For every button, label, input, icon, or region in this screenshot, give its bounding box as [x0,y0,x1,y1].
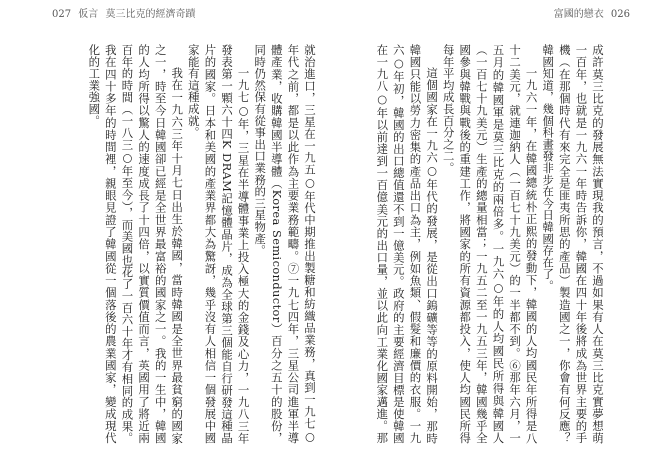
right-page-header [550,0,630,30]
right-paragraph: 一九六一年，在韓國總統朴正熙的發動下，韓國的人均國民年所得是八十二美元，就連迦納人（一百七十九美元）的一半都不到。⑥那年六月，一五月的韓國軍是莫三比克的兩倍多。一九六○年的人均國民所得與韓國人（一百七十九美元）生產的總量相當；一九五二至一九五三年，韓國幾乎全國參與韓戰與戰後的重建工作，將國家的所有資源都投入，使人均國民所得每年平均成長百分之二。 [441,44,539,444]
left-paragraph: 就治進口，三星在一九五○年代中期推出製糖和紡織品業務，真到一九七○年代之前，都是以此作為主要業務範疇。⑦一九七四年，三星公司進軍半導體產業，收購韓國半導體（Korea Semiconductor）百分之五十的股份，同時仍然保有從事出口業務的三星物產。 [253,44,317,444]
right-page-body [374,44,606,444]
left-section-label: 仮言 [78,9,99,20]
right-page-number: 026 [610,9,630,20]
right-page [374,44,606,444]
left-paragraph: 我在一九六三年十月七日出生於韓國，當時韓國是全世界最貧窮的國家之一，時至今日韓國卻已經是全世界最富裕的國家之一。我的一生中，韓國的人均所得以驚人的速度成長了十四倍，以實質價值而言，英國用了將近兩百年的時間（一八三○年至今），而美國也花了一百六十年才有相同的成果。我在四十多年的時間裡，親眼見證了韓國從一個落後的農業國家，變成現代化的工業強國。 [87,44,185,444]
right-paragraph: 成許莫三比克的發展無法實現我的預言，不過如果有人在莫三比克實夢想萌一百年，也就是一九六一年時告訴你，韓國在四十年後將成為世界主要的手機（在那個時代有來完全是匪夷所思的產品）製造國之一，你會有何反應？韓國知道，幾個科畫發非步在今日韓國存在了。 [541,44,605,444]
right-chapter-title: 富國的戀衣 [553,9,604,20]
left-chapter-title: 莫三比克的經濟奇蹟 [105,9,196,20]
left-page-body [86,44,318,444]
left-page-header [52,0,199,30]
left-paragraph: 一九七○年，三星在半導體事業上投入極大的金錢及心力，一九八三年發表第一顆六十四K DRAM記憶體晶片，成為全球第三個能自行研發這種晶片的國家。日本和美國的產業界都大為驚訝，幾乎沒有人相信一個發展中國家能有這種成就。 [186,44,251,444]
right-paragraph: 這個國家在一九六○年代的發展，是從出口鎢礦等等的原料開始，那時韓國只能以勞力密集的產品出口為主，例如魚類、假髮和廉價的衣服。一九六○年初，韓國的出口總值還不到一億美元。政府的主要經濟目標是使韓國在一九八○年以前達到一百億美元的出口量，並以此向工業化國家邁進。那 [375,44,440,444]
left-page [86,44,318,444]
book-spread [86,44,606,444]
left-page-number: 027 [52,9,72,20]
